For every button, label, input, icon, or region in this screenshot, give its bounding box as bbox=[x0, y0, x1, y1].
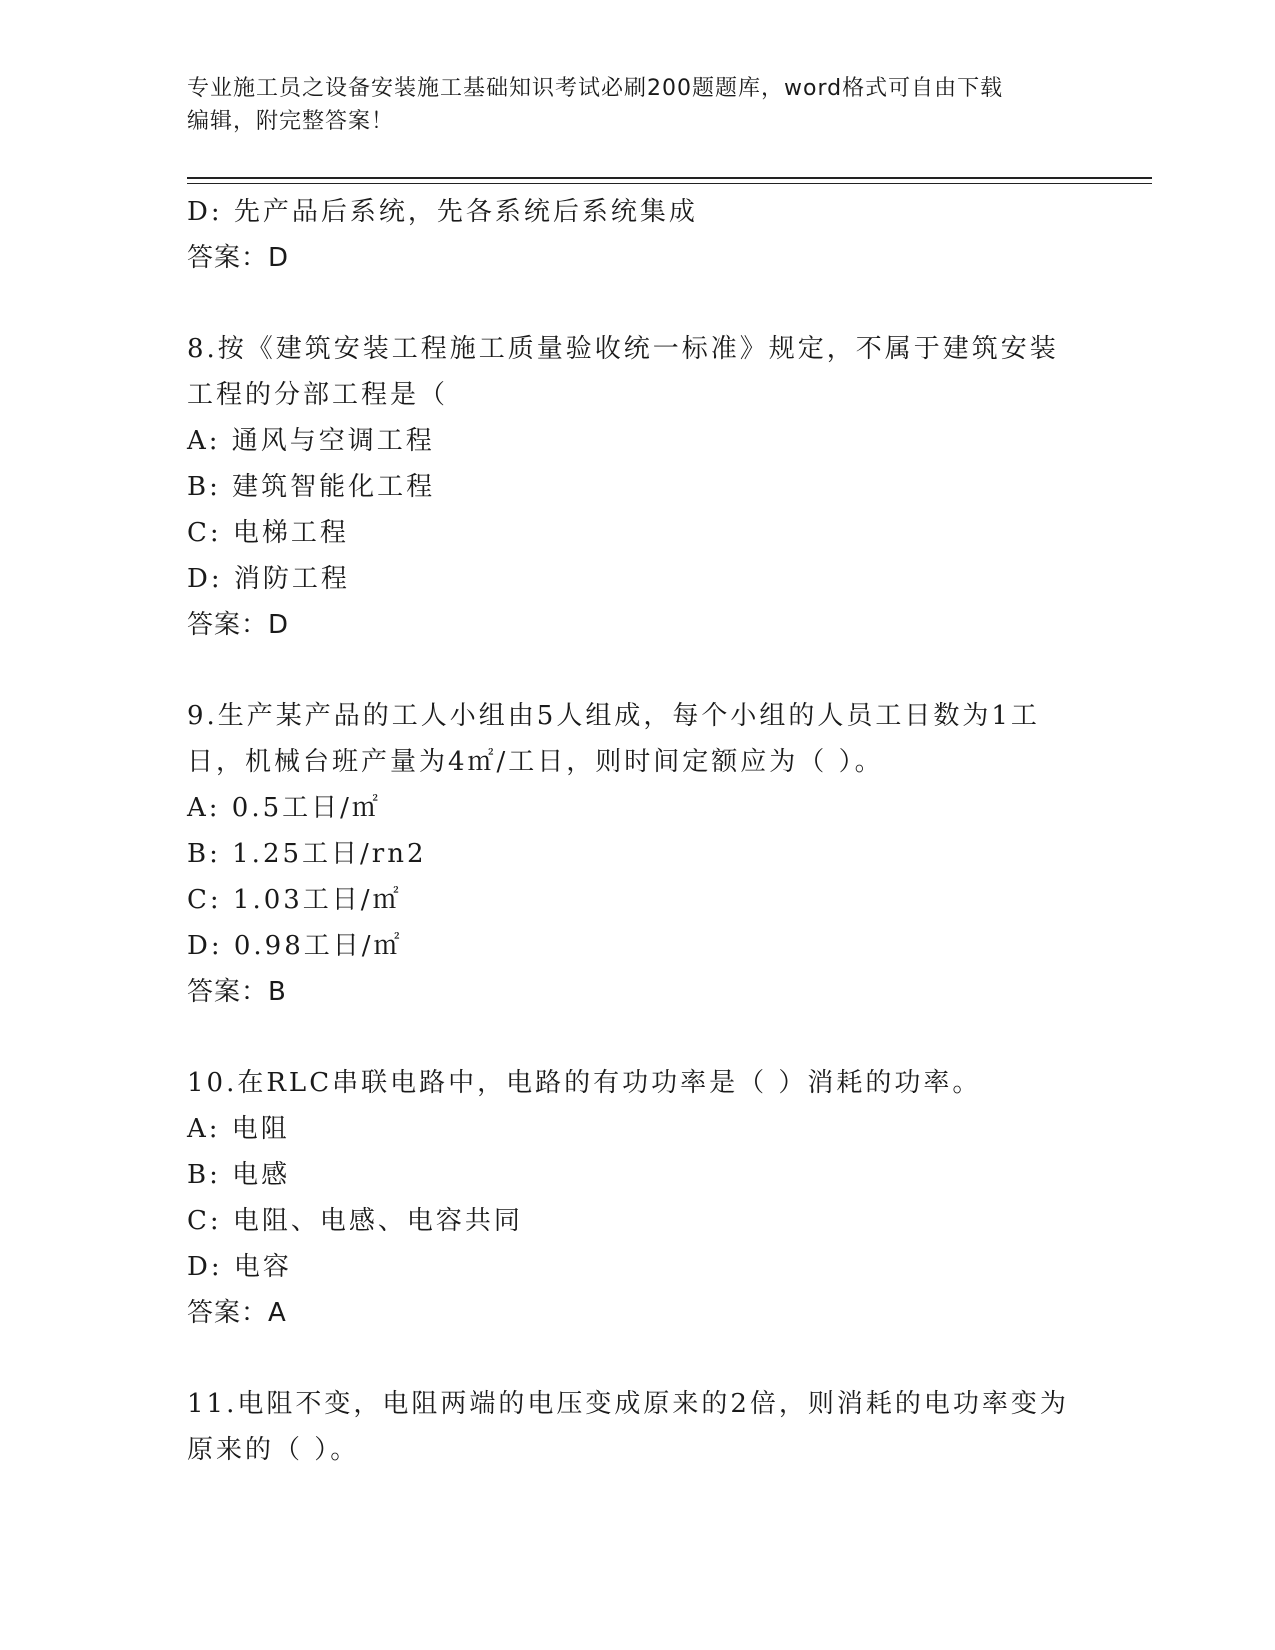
page-header bbox=[187, 72, 1067, 138]
header-divider-thick bbox=[187, 177, 1152, 179]
spacer bbox=[187, 648, 1087, 693]
spacer bbox=[187, 1015, 1087, 1060]
option-a: A: 通风与空调工程 bbox=[187, 426, 435, 456]
answer: 答案：D bbox=[187, 610, 290, 640]
option-a: A: 0.5工日/㎡ bbox=[187, 793, 381, 823]
question-content bbox=[187, 189, 1087, 1473]
option-a: A: 电阻 bbox=[187, 1114, 290, 1144]
option-b: B: 1.25工日/rn2 bbox=[187, 839, 427, 869]
question-stem: 工程的分部工程是（ bbox=[187, 380, 449, 410]
header-title-line-1: 专业施工员之设备安装施工基础知识考试必刷200题题库，word格式可自由下载 bbox=[187, 76, 1004, 101]
option-d: D: 0.98工日/㎡ bbox=[187, 931, 403, 961]
question-stem: 10.在RLC串联电路中，电路的有功功率是（ ）消耗的功率。 bbox=[187, 1068, 982, 1098]
question-stem: 8.按《建筑安装工程施工质量验收统一标准》规定，不属于建筑安装 bbox=[187, 334, 1059, 364]
question-stem: 9.生产某产品的工人小组由5人组成，每个小组的人员工日数为1工 bbox=[187, 701, 1040, 731]
header-divider-thin bbox=[187, 183, 1152, 184]
question-stem: 日，机械台班产量为4㎡/工日，则时间定额应为（ ）。 bbox=[187, 747, 884, 777]
option-c: C: 电阻、电感、电容共同 bbox=[187, 1206, 523, 1236]
option-b: B: 电感 bbox=[187, 1160, 291, 1190]
question-stem: 11.电阻不变，电阻两端的电压变成原来的2倍，则消耗的电功率变为 bbox=[187, 1389, 1069, 1419]
previous-question-option-d: D: 先产品后系统，先各系统后系统集成 bbox=[187, 197, 698, 227]
answer: 答案：A bbox=[187, 1298, 287, 1328]
previous-question-answer: 答案：D bbox=[187, 243, 290, 273]
question-9 bbox=[187, 693, 1087, 1015]
question-10 bbox=[187, 1060, 1087, 1336]
spacer bbox=[187, 281, 1087, 326]
spacer bbox=[187, 1336, 1087, 1381]
question-11 bbox=[187, 1381, 1087, 1473]
option-c: C: 1.03工日/㎡ bbox=[187, 885, 402, 915]
option-c: C: 电梯工程 bbox=[187, 518, 349, 548]
answer: 答案：B bbox=[187, 977, 287, 1007]
question-stem: 原来的（ ）。 bbox=[187, 1435, 360, 1465]
option-b: B: 建筑智能化工程 bbox=[187, 472, 436, 502]
option-d: D: 消防工程 bbox=[187, 564, 350, 594]
header-title-line-2: 编辑，附完整答案！ bbox=[187, 109, 395, 134]
option-d: D: 电容 bbox=[187, 1252, 292, 1282]
question-8 bbox=[187, 326, 1087, 648]
